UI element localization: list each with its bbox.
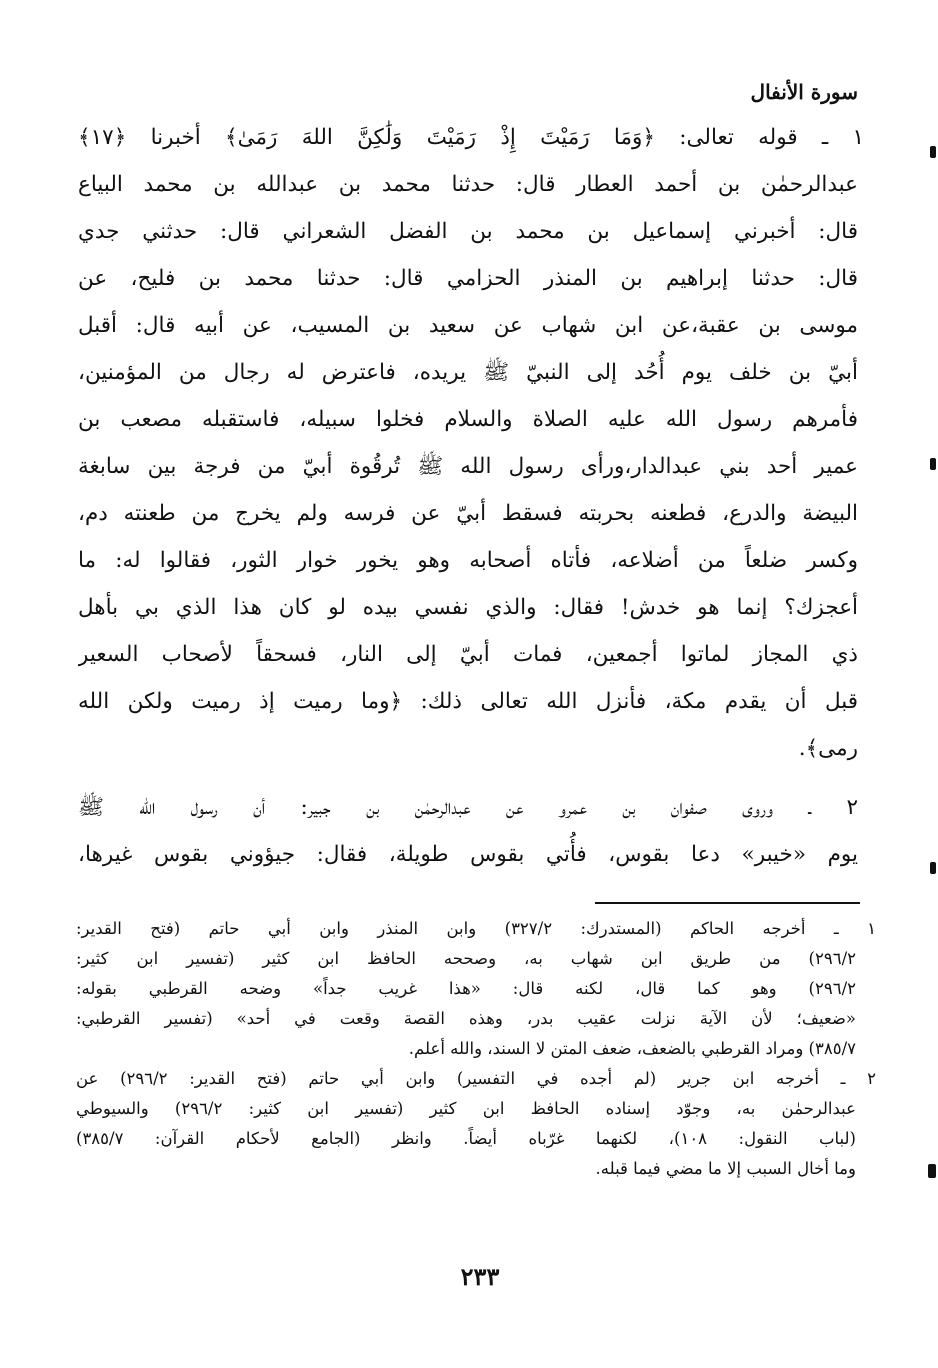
text-line: وكسر ضلعاً من أضلاعه، فأتاه أصحابه وهو يخور خوار الثور، فقالوا له: ما [78, 548, 858, 573]
footnote-line: عبدالرحمٰن به، وجوّد إسناده الحافظ ابن كثير (تفسير ابن كثير: ٢٩٦/٢) والسيوطي [76, 1099, 856, 1118]
page-number: ٢٣٣ [460, 1262, 500, 1291]
text-line: رمى﴾. [798, 736, 858, 761]
footnote-line: ١ ـ أخرجه الحاكم (المستدرك: ٣٢٧/٢) وابن المنذر وابن أبي حاتم (فتح القدير: [76, 919, 876, 938]
text-line: عبدالرحمٰن بن أحمد العطار قال: حدثنا محمد بن عبدالله بن محمد البياع [78, 172, 858, 197]
footnotes [76, 914, 876, 1184]
text-line: أبيّ بن خلف يوم أُحُد إلى النبيّ ﷺ يريده، فاعترض له رجال من المؤمنين، [78, 360, 858, 385]
footnote-line: «ضعيف؛ لأن الآية نزلت عقيب بدر، وهذه القصة وقعت في أحد» (تفسير القرطبي: [76, 1009, 856, 1028]
footnote-line: ٢٩٦/٢) وهو كما قال، لكنه قال: «هذا غريب جداً» وضحه القرطبي بقوله: [76, 979, 856, 998]
text-line: موسى بن عقبة،عن ابن شهاب عن سعيد بن المسيب، عن أبيه قال: أقبل [78, 313, 858, 338]
text-line: ٢ ـ وروى صفوان بن عمرو عن عبدالرحمٰن بن جبير: أن رسول الله ﷺ [78, 795, 858, 820]
running-header-surah-title: سورة الأنفال [750, 80, 858, 104]
text-line: قبل أن يقدم مكة، فأنزل الله تعالى ذلك: ﴿وما رميت إذ رميت ولكن الله [78, 689, 858, 714]
text-line: البيضة والدرع، فطعنه بحربته فسقط أبيّ عن فرسه ولم يخرج من طعنته دم، [78, 501, 858, 526]
text-line: قال: حدثنا إبراهيم بن المنذر الحزامي قال: حدثنا محمد بن فليح، عن [78, 266, 858, 291]
text-line: ذي المجاز لماتوا أجمعين، فمات أبيّ إلى النار، فسحقاً لأصحاب السعير [78, 642, 858, 667]
footnote-line: (لباب النقول: ١٠٨)، لكنهما غرّباه أيضاً. وانظر (الجامع لأحكام القرآن: ٣٨٥/٧) [76, 1129, 856, 1148]
footnote-line: ٢ ـ أخرجه ابن جرير (لم أجده في التفسير) وابن أبي حاتم (فتح القدير: ٢٩٦/٢) عن [76, 1069, 876, 1088]
footnote-line: وما أخال السبب إلا ما مضي فيما قبله. [595, 1159, 856, 1178]
footnote-line: ٣٨٥/٧) ومراد القرطبي بالضعف، ضعف المتن لا السند، والله أعلم. [408, 1039, 856, 1058]
scan-edge-mark [930, 146, 936, 158]
footnote-divider [595, 902, 860, 904]
text-line: أعجزك؟ إنما هو خدش! فقال: والذي نفسي بيده لو كان هذا الذي بي بأهل [78, 595, 858, 620]
footnote-line: ٢٩٦/٢) من طريق ابن شهاب به، وصححه الحافظ ابن كثير (تفسير ابن كثير: [76, 949, 856, 968]
scan-edge-mark [930, 458, 936, 470]
text-line: يوم «خيبر» دعا بقوس، فأُتي بقوس طويلة، فقال: جيؤوني بقوس غيرها، [78, 842, 858, 867]
text-line: عمير أحد بني عبدالدار،ورأى رسول الله ﷺ تُرقُوة أبيّ من فرجة بين سابغة [78, 454, 858, 479]
scan-edge-mark [930, 862, 936, 874]
text-line: فأمرهم رسول الله عليه الصلاة والسلام فخلوا سبيله، فاستقبله مصعب بن [78, 407, 858, 432]
text-line: ١ ـ قوله تعالى: ﴿وَمَا رَمَيْتَ إِذْ رَمَيْتَ وَلَٰكِنَّ اللهَ رَمَىٰ﴾ أخبرنا ﴿١٧﴾ [78, 125, 864, 150]
text-line: قال: أخبرني إسماعيل بن محمد بن الفضل الشعراني قال: حدثني جدي [78, 219, 858, 244]
main-text [78, 114, 864, 878]
scan-edge-mark [928, 1164, 936, 1178]
